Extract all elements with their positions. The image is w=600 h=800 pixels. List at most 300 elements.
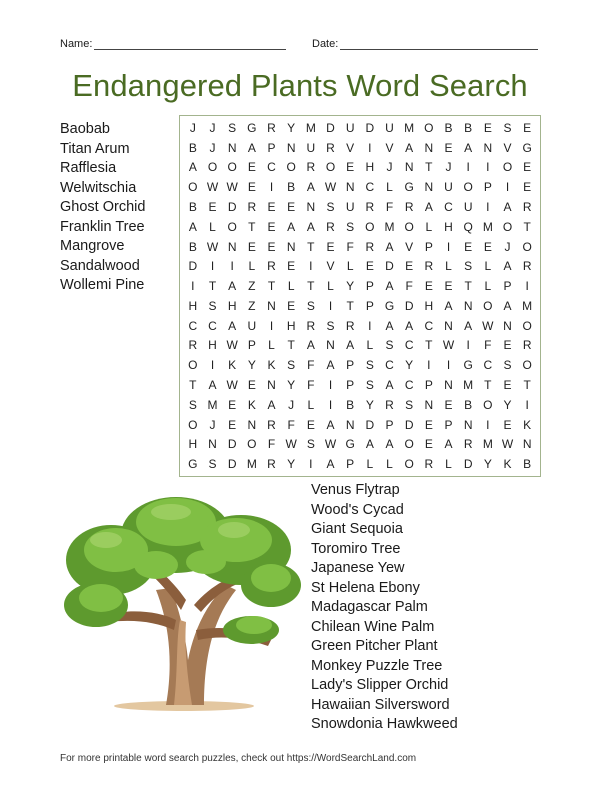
grid-cell: B <box>523 457 532 472</box>
grid-cell: W <box>206 180 219 195</box>
grid-cell: A <box>385 318 394 333</box>
grid-cell: O <box>227 219 237 234</box>
grid-cell: F <box>385 199 394 214</box>
word-list-right-word: Snowdonia Hawkweed <box>311 716 458 732</box>
grid-cell: L <box>287 279 295 294</box>
grid-cell: W <box>226 338 238 353</box>
grid-cell: S <box>503 120 512 135</box>
grid-cell: N <box>444 318 453 333</box>
grid-cell: D <box>365 417 375 432</box>
grid-cell: E <box>228 417 237 432</box>
grid-cell: L <box>307 397 315 412</box>
grid-cell: O <box>404 437 414 452</box>
grid-cell: E <box>208 199 217 214</box>
grid-cell: O <box>483 298 493 313</box>
grid-cell: O <box>286 160 296 175</box>
grid-cell: E <box>444 140 453 155</box>
grid-cell: H <box>424 298 434 313</box>
grid-cell: I <box>269 318 274 333</box>
grid-cell: M <box>305 120 316 135</box>
grid-cell: Y <box>346 279 355 294</box>
grid-cell: W <box>482 318 494 333</box>
grid-cell: I <box>230 259 234 274</box>
grid-cell: I <box>368 318 372 333</box>
grid-cell: G <box>404 180 414 195</box>
word-list-left-word: Ghost Orchid <box>60 199 146 215</box>
grid-cell: N <box>208 437 217 452</box>
grid-cell: A <box>306 180 315 195</box>
grid-cell: C <box>267 160 276 175</box>
grid-cell: U <box>444 180 453 195</box>
grid-cell: R <box>522 259 532 274</box>
grid-cell: Q <box>463 219 473 234</box>
grid-cell: L <box>386 180 393 195</box>
date-field[interactable] <box>312 38 538 50</box>
grid-cell: D <box>227 199 237 214</box>
grid-cell: C <box>188 318 198 333</box>
grid-cell: N <box>463 298 473 313</box>
grid-cell: B <box>188 199 197 214</box>
grid-cell: W <box>442 338 455 353</box>
grid-cell: P <box>346 457 355 472</box>
grid-cell: E <box>424 279 433 294</box>
grid-cell: A <box>228 279 237 294</box>
grid-cell: H <box>286 318 296 333</box>
grid-cell: I <box>368 140 372 155</box>
word-list-right-word: Wood's Cycad <box>311 501 404 518</box>
grid-cell: L <box>386 457 393 472</box>
grid-cell: F <box>307 377 315 392</box>
grid-cell: J <box>504 239 511 254</box>
grid-cell: J <box>209 140 216 155</box>
grid-cell: P <box>365 279 374 294</box>
grid-cell: A <box>208 377 217 392</box>
grid-cell: S <box>228 120 237 135</box>
grid-cell: F <box>267 437 276 452</box>
grid-cell: A <box>188 219 197 234</box>
grid-cell: L <box>268 338 275 353</box>
grid-cell: Y <box>287 377 296 392</box>
grid-cell: W <box>285 437 297 452</box>
grid-cell: R <box>463 437 473 452</box>
grid-cell: P <box>365 298 374 313</box>
grid-cell: A <box>306 219 315 234</box>
grid-cell: W <box>226 180 238 195</box>
grid-cell: H <box>365 160 375 175</box>
grid-cell: T <box>425 160 433 175</box>
header-fields <box>60 38 542 54</box>
grid-cell: I <box>486 417 490 432</box>
grid-cell: L <box>366 338 374 353</box>
grid-cell: H <box>188 437 198 452</box>
grid-cell: E <box>287 298 296 313</box>
grid-cell: I <box>328 377 333 392</box>
grid-cell: D <box>188 259 198 274</box>
grid-cell: T <box>307 239 315 254</box>
grid-cell: B <box>464 120 473 135</box>
date-line[interactable] <box>340 38 538 50</box>
grid-cell: S <box>208 457 217 472</box>
grid-cell: U <box>345 120 355 135</box>
grid-cell: E <box>365 259 374 274</box>
grid-cell: S <box>326 199 335 214</box>
grid-cell: L <box>248 259 256 274</box>
grid-cell: S <box>385 338 394 353</box>
grid-cell: M <box>482 219 493 234</box>
grid-cell: F <box>307 358 315 373</box>
grid-cell: E <box>503 338 512 353</box>
grid-cell: A <box>405 318 414 333</box>
grid-cell: E <box>523 120 532 135</box>
grid-cell: R <box>267 457 276 472</box>
word-list-right-word: Japanese Yew <box>311 560 405 576</box>
grid-cell: E <box>444 397 453 412</box>
grid-cell: A <box>326 358 335 373</box>
grid-cell: R <box>188 338 198 353</box>
grid-cell: O <box>502 160 513 175</box>
grid-cell: A <box>287 219 296 234</box>
grid-cell: P <box>503 279 512 294</box>
grid-cell: S <box>464 259 473 274</box>
grid-cell: N <box>286 140 296 155</box>
grid-cell: N <box>522 437 532 452</box>
grid-cell: J <box>445 160 452 175</box>
grid-cell: L <box>445 457 452 472</box>
word-list-right-word: Lady's Slipper Orchid <box>311 677 449 693</box>
grid-cell: A <box>503 259 512 274</box>
word-list-right-word: Venus Flytrap <box>311 482 400 498</box>
grid-cell: A <box>464 318 473 333</box>
grid-cell: O <box>227 160 237 175</box>
grid-cell: B <box>287 180 296 195</box>
grid-cell: D <box>385 259 394 274</box>
grid-cell: F <box>484 338 492 353</box>
grid-cell: M <box>463 377 474 392</box>
grid-cell: Z <box>248 298 256 313</box>
grid-cell: N <box>227 239 237 254</box>
grid-cell: U <box>247 318 257 333</box>
word-search-grid <box>179 115 541 477</box>
grid-cell: W <box>324 180 337 195</box>
grid-cell: I <box>328 298 333 313</box>
word-list-right-word: Hawaiian Silversword <box>311 696 450 713</box>
grid-cell: E <box>346 160 355 175</box>
grid-cell: R <box>365 199 375 214</box>
grid-cell: A <box>346 338 355 353</box>
grid-cell: J <box>209 120 216 135</box>
word-list-left-word: Welwitschia <box>60 179 137 196</box>
grid-cell: I <box>525 279 529 294</box>
grid-cell: R <box>404 199 414 214</box>
grid-cell: R <box>267 417 276 432</box>
grid-cell: C <box>483 358 493 373</box>
grid-cell: K <box>228 358 237 373</box>
word-list-left-word: Mangrove <box>60 238 125 254</box>
grid-cell: B <box>444 120 453 135</box>
grid-cell: O <box>424 120 434 135</box>
grid-cell: T <box>267 279 276 294</box>
grid-cell: W <box>206 239 219 254</box>
grid-cell: O <box>404 219 414 234</box>
grid-cell: I <box>525 397 529 412</box>
grid-cell: U <box>345 199 355 214</box>
grid-cell: A <box>365 437 374 452</box>
word-list-right-word: St Helena Ebony <box>311 579 420 596</box>
grid-cell: T <box>523 377 531 392</box>
grid-cell: A <box>444 437 453 452</box>
grid-cell: F <box>287 417 295 432</box>
tree-illustration-icon <box>56 490 306 715</box>
footer-text: For more printable word search puzzles, check out https://WordSearchLand.com <box>60 753 417 764</box>
grid-cell: H <box>188 298 198 313</box>
grid-cell: A <box>464 140 473 155</box>
grid-cell: O <box>207 160 218 175</box>
grid-cell: K <box>523 417 532 432</box>
name-field[interactable] <box>60 38 286 50</box>
grid-cell: A <box>385 377 394 392</box>
name-line[interactable] <box>94 38 286 50</box>
grid-cell: Y <box>405 358 414 373</box>
word-list-left-word: Sandalwood <box>60 257 140 274</box>
word-list-right-word: Giant Sequoia <box>311 521 403 537</box>
grid-cell: V <box>503 140 512 155</box>
grid-cell: C <box>424 318 434 333</box>
grid-cell: L <box>327 279 334 294</box>
grid-cell: A <box>424 199 433 214</box>
grid-cell: G <box>384 298 395 313</box>
grid-cell: A <box>267 397 276 412</box>
grid-cell: Y <box>247 358 256 373</box>
grid-cell: R <box>267 259 276 274</box>
grid-cell: A <box>444 298 453 313</box>
grid-cell: V <box>346 140 355 155</box>
grid-cell: C <box>404 377 414 392</box>
grid-cell: H <box>444 219 453 234</box>
grid-cell: O <box>522 239 532 254</box>
grid-cell: E <box>306 417 315 432</box>
grid-cell: E <box>267 199 276 214</box>
word-list-left-word: Rafflesia <box>60 160 117 176</box>
grid-cell: T <box>189 377 197 392</box>
grid-cell: M <box>404 120 415 135</box>
grid-cell: P <box>424 239 433 254</box>
grid-cell: R <box>247 199 257 214</box>
grid-cell: S <box>405 397 414 412</box>
grid-cell: D <box>227 437 237 452</box>
grid-cell: I <box>328 397 333 412</box>
grid-cell: R <box>522 199 532 214</box>
grid-cell: P <box>346 377 355 392</box>
grid-cell: A <box>247 140 256 155</box>
grid-cell: N <box>503 318 512 333</box>
grid-cell: T <box>425 338 433 353</box>
grid-cell: T <box>307 279 315 294</box>
grid-cell: E <box>228 397 237 412</box>
grid-cell: N <box>306 199 316 214</box>
grid-cell: R <box>365 239 375 254</box>
grid-cell: J <box>189 120 196 135</box>
grid-cell: E <box>444 279 453 294</box>
grid-cell: O <box>188 180 198 195</box>
grid-cell: C <box>208 318 217 333</box>
word-list-right-word: Chilean Wine Palm <box>311 618 435 635</box>
grid-cell: P <box>444 417 453 432</box>
grid-cell: N <box>345 180 355 195</box>
grid-cell: A <box>306 338 315 353</box>
grid-cell: O <box>365 219 375 234</box>
grid-cell: I <box>486 160 490 175</box>
grid-cell: C <box>444 199 453 214</box>
grid-cell: M <box>522 298 533 313</box>
grid-cell: O <box>404 457 414 472</box>
grid-cell: O <box>188 417 198 432</box>
grid-cell: A <box>385 437 394 452</box>
grid-cell: K <box>247 397 256 412</box>
grid-cell: S <box>306 437 315 452</box>
grid-cell: R <box>306 160 316 175</box>
grid-cell: I <box>309 259 313 274</box>
grid-cell: R <box>326 219 335 234</box>
grid-cell: U <box>463 199 473 214</box>
grid-cell: R <box>424 259 434 274</box>
grid-cell: N <box>483 140 493 155</box>
grid-cell: T <box>523 219 531 234</box>
grid-cell: V <box>385 140 394 155</box>
grid-cell: A <box>326 417 335 432</box>
grid-cell: F <box>346 239 354 254</box>
grid-cell: Y <box>503 397 512 412</box>
grid-cell: I <box>446 239 451 254</box>
grid-cell: J <box>209 417 216 432</box>
name-label: Name: <box>60 38 93 50</box>
grid-cell: M <box>246 457 257 472</box>
word-list-left <box>60 120 145 296</box>
word-list-left-word: Baobab <box>60 121 110 137</box>
grid-cell: N <box>247 417 257 432</box>
grid-cell: N <box>424 180 434 195</box>
grid-cell: Y <box>483 457 492 472</box>
grid-cell: W <box>501 437 514 452</box>
grid-cell: L <box>346 259 354 274</box>
grid-cell: O <box>463 180 473 195</box>
grid-cell: J <box>386 160 393 175</box>
grid-cell: O <box>247 437 257 452</box>
grid-cell: S <box>287 358 296 373</box>
grid-cell: C <box>385 358 394 373</box>
grid-cell: A <box>188 160 197 175</box>
word-list-right-word: Toromiro Tree <box>311 540 401 557</box>
grid-cell: N <box>267 298 276 313</box>
grid-cell: N <box>444 377 453 392</box>
grid-cell: N <box>424 397 434 412</box>
grid-cell: N <box>267 377 276 392</box>
grid-cell: A <box>503 298 512 313</box>
grid-cell: E <box>267 219 276 234</box>
grid-cell: A <box>385 239 394 254</box>
word-list-right <box>311 481 458 735</box>
grid-cell: N <box>463 417 473 432</box>
grid-cell: H <box>227 298 237 313</box>
grid-cell: T <box>464 279 472 294</box>
grid-cell: U <box>306 140 316 155</box>
grid-cell: E <box>326 239 335 254</box>
grid-cell: E <box>287 259 296 274</box>
grid-cell: R <box>522 338 532 353</box>
grid-cell: N <box>404 160 414 175</box>
grid-cell: G <box>522 140 532 155</box>
grid-cell: E <box>247 180 256 195</box>
grid-cell: E <box>424 437 433 452</box>
grid-cell: U <box>385 120 394 135</box>
grid-cell: M <box>384 219 395 234</box>
grid-cell: I <box>191 279 195 294</box>
grid-cell: E <box>247 377 256 392</box>
grid-cell: E <box>503 417 512 432</box>
grid-cell: D <box>404 298 414 313</box>
grid-cell: R <box>385 397 394 412</box>
grid-cell: A <box>228 318 237 333</box>
grid-cell: L <box>209 219 216 234</box>
grid-cell: I <box>210 259 215 274</box>
grid-cell: I <box>309 457 313 472</box>
grid-cell: S <box>503 358 512 373</box>
grid-cell: F <box>405 279 413 294</box>
word-list-left-word: Franklin Tree <box>60 218 145 235</box>
grid-cell: I <box>505 180 510 195</box>
grid-cell: E <box>483 120 492 135</box>
grid-cell: K <box>267 358 276 373</box>
word-list-right-word: Madagascar Palm <box>311 599 428 615</box>
grid-cell: V <box>326 259 335 274</box>
grid-cell: Y <box>287 120 296 135</box>
grid-cell: V <box>405 239 414 254</box>
word-list-left-word: Wollemi Pine <box>60 277 145 293</box>
grid-cell: A <box>503 199 512 214</box>
grid-cell: B <box>464 397 473 412</box>
grid-cell: E <box>523 180 532 195</box>
grid-cell: T <box>248 219 256 234</box>
grid-cell: R <box>306 318 316 333</box>
grid-cell: L <box>425 219 433 234</box>
grid-cell: T <box>208 279 217 294</box>
grid-cell: E <box>405 259 414 274</box>
grid-cell: O <box>522 318 532 333</box>
grid-cell: T <box>484 377 492 392</box>
grid-cell: O <box>483 397 493 412</box>
grid-cell: B <box>346 397 355 412</box>
grid-cell: R <box>424 457 434 472</box>
grid-cell: J <box>288 397 295 412</box>
date-label: Date: <box>312 38 339 50</box>
grid-cell: S <box>365 377 374 392</box>
grid-cell: S <box>306 298 315 313</box>
grid-cell: L <box>445 259 452 274</box>
grid-cell: I <box>210 358 215 373</box>
grid-cell: T <box>287 338 295 353</box>
grid-cell: N <box>345 417 355 432</box>
grid-cell: E <box>247 239 256 254</box>
grid-cell: O <box>522 358 532 373</box>
grid-cell: S <box>346 219 355 234</box>
grid-cell: S <box>208 298 217 313</box>
grid-cell: E <box>503 377 512 392</box>
grid-cell: I <box>466 160 470 175</box>
grid-cell: D <box>463 457 473 472</box>
grid-cell: E <box>267 239 276 254</box>
grid-cell: G <box>345 437 355 452</box>
grid-cell: E <box>483 239 492 254</box>
word-list-right-word: Green Pitcher Plant <box>311 638 438 654</box>
